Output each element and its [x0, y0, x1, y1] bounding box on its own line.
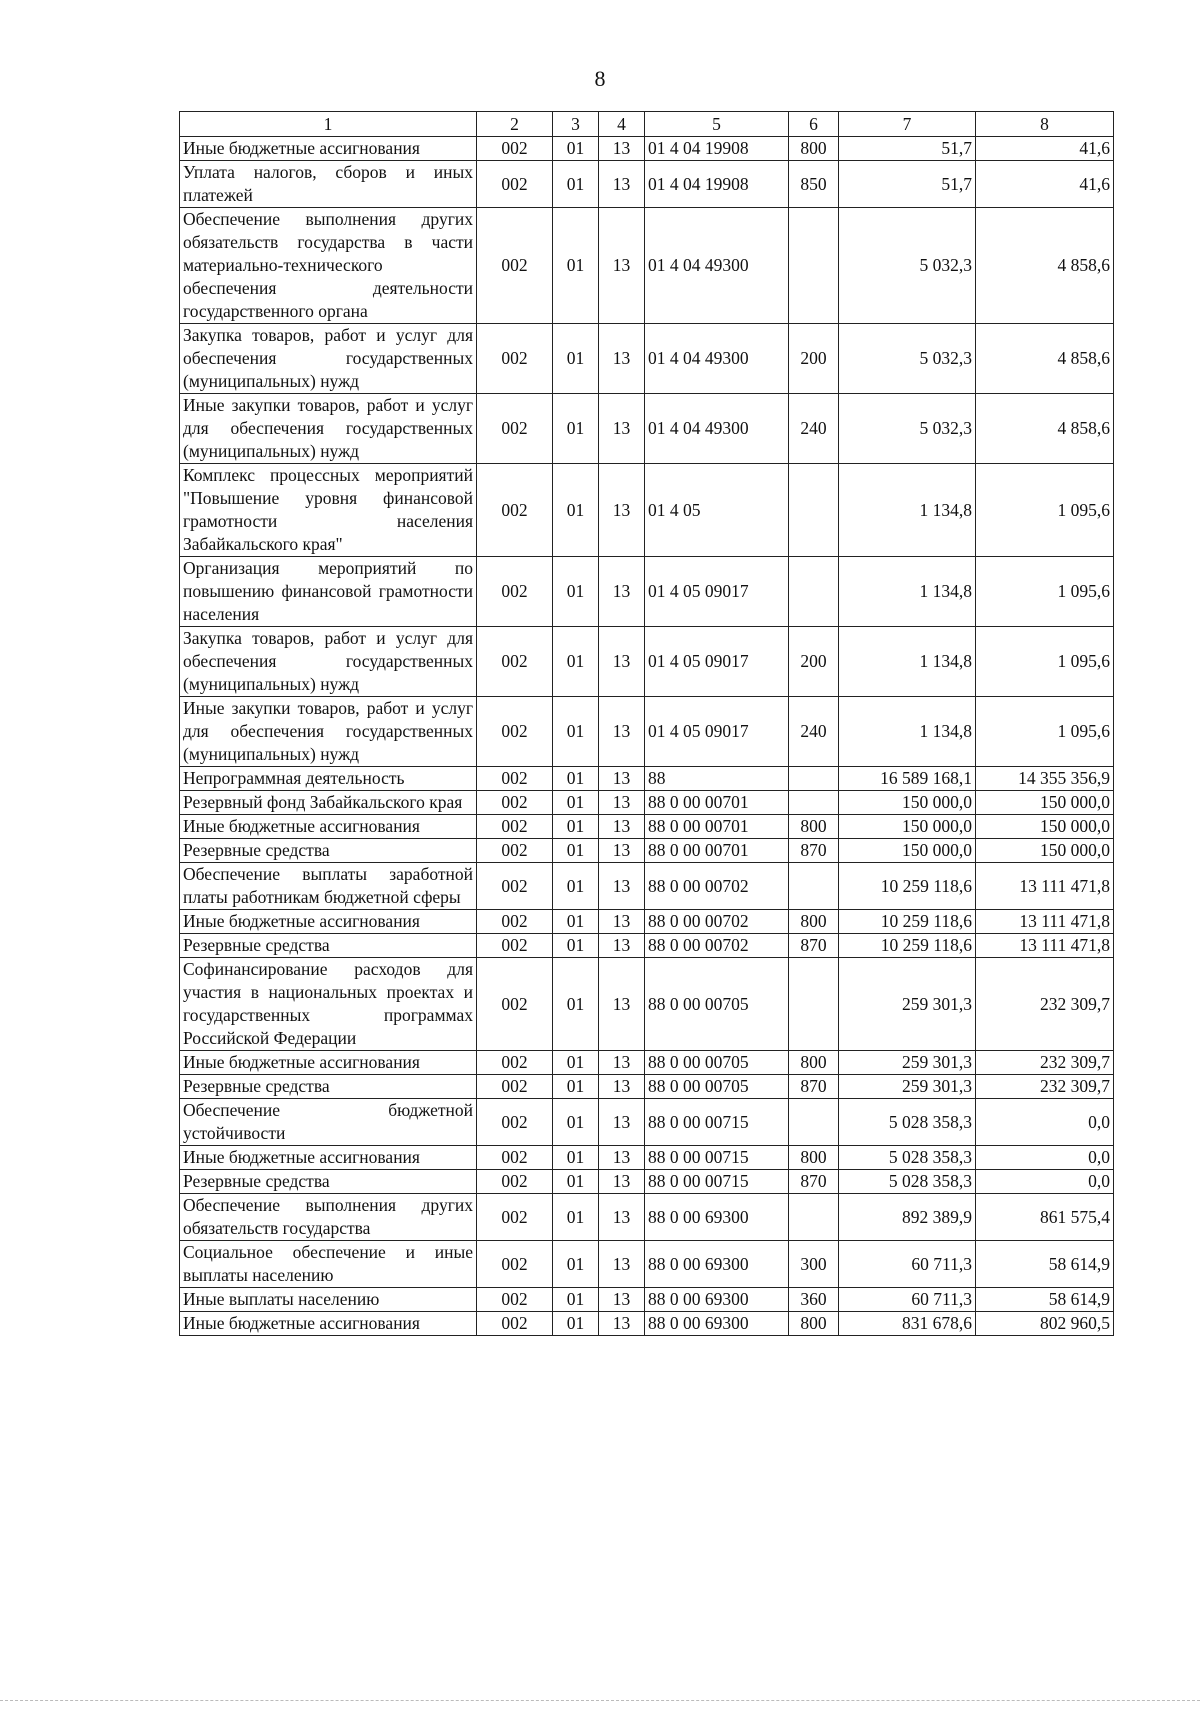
- item-name-cell: Иные бюджетные ассигнования: [180, 815, 477, 839]
- item-name-cell: Обеспечение выполнения других обязательств государства: [180, 1194, 477, 1241]
- amount-year1-cell: 1 134,8: [839, 464, 976, 557]
- section-code-cell: 01: [553, 464, 599, 557]
- amount-year2-cell: 802 960,5: [976, 1312, 1114, 1336]
- expense-type-cell: [789, 557, 839, 627]
- table-row: [180, 1241, 1114, 1288]
- section-code-cell: 01: [553, 815, 599, 839]
- item-name-cell: Организация мероприятий по повышению финансовой грамотности населения: [180, 557, 477, 627]
- expense-type-cell: 870: [789, 1170, 839, 1194]
- subsection-code-cell: 13: [599, 767, 645, 791]
- target-article-cell: 88 0 00 69300: [645, 1194, 789, 1241]
- table-row: [180, 161, 1114, 208]
- expense-type-cell: 200: [789, 627, 839, 697]
- target-article-cell: 01 4 05: [645, 464, 789, 557]
- amount-year1-cell: 259 301,3: [839, 958, 976, 1051]
- section-code-cell: 01: [553, 557, 599, 627]
- amount-year1-cell: 10 259 118,6: [839, 863, 976, 910]
- expense-type-cell: [789, 1194, 839, 1241]
- target-article-cell: 88 0 00 00705: [645, 958, 789, 1051]
- amount-year1-cell: 5 032,3: [839, 394, 976, 464]
- expense-type-cell: [789, 767, 839, 791]
- amount-year1-cell: 5 032,3: [839, 208, 976, 324]
- amount-year1-cell: 10 259 118,6: [839, 934, 976, 958]
- subsection-code-cell: 13: [599, 208, 645, 324]
- amount-year1-cell: 5 028 358,3: [839, 1170, 976, 1194]
- expense-type-cell: 800: [789, 910, 839, 934]
- section-code-cell: 01: [553, 697, 599, 767]
- section-code-cell: 01: [553, 1146, 599, 1170]
- table-row: [180, 557, 1114, 627]
- expense-type-cell: [789, 1099, 839, 1146]
- column-header: 5: [645, 112, 789, 137]
- budget-table: [179, 111, 1114, 1336]
- amount-year2-cell: 1 095,6: [976, 627, 1114, 697]
- grbs-code-cell: 002: [477, 1241, 553, 1288]
- item-name-cell: Иные выплаты населению: [180, 1288, 477, 1312]
- grbs-code-cell: 002: [477, 208, 553, 324]
- amount-year2-cell: 14 355 356,9: [976, 767, 1114, 791]
- amount-year1-cell: 1 134,8: [839, 627, 976, 697]
- subsection-code-cell: 13: [599, 958, 645, 1051]
- subsection-code-cell: 13: [599, 1241, 645, 1288]
- table-row: [180, 1288, 1114, 1312]
- amount-year2-cell: 41,6: [976, 161, 1114, 208]
- grbs-code-cell: 002: [477, 1194, 553, 1241]
- item-name-cell: Обеспечение выполнения других обязательств государства в части материально-технического обеспечения деятельности государственного органа: [180, 208, 477, 324]
- item-name-cell: Резервные средства: [180, 934, 477, 958]
- table-row: [180, 767, 1114, 791]
- table-row: [180, 324, 1114, 394]
- subsection-code-cell: 13: [599, 324, 645, 394]
- table-row: [180, 1075, 1114, 1099]
- amount-year1-cell: 16 589 168,1: [839, 767, 976, 791]
- column-header: 3: [553, 112, 599, 137]
- target-article-cell: 88 0 00 00701: [645, 839, 789, 863]
- expense-type-cell: 800: [789, 1312, 839, 1336]
- amount-year1-cell: 150 000,0: [839, 839, 976, 863]
- table-row: [180, 910, 1114, 934]
- expense-type-cell: 870: [789, 839, 839, 863]
- table-row: [180, 934, 1114, 958]
- expense-type-cell: [789, 863, 839, 910]
- grbs-code-cell: 002: [477, 324, 553, 394]
- expense-type-cell: 800: [789, 1051, 839, 1075]
- amount-year2-cell: 4 858,6: [976, 394, 1114, 464]
- amount-year1-cell: 5 028 358,3: [839, 1146, 976, 1170]
- amount-year2-cell: 0,0: [976, 1099, 1114, 1146]
- amount-year2-cell: 150 000,0: [976, 815, 1114, 839]
- section-code-cell: 01: [553, 1170, 599, 1194]
- subsection-code-cell: 13: [599, 791, 645, 815]
- subsection-code-cell: 13: [599, 934, 645, 958]
- amount-year2-cell: 41,6: [976, 137, 1114, 161]
- subsection-code-cell: 13: [599, 394, 645, 464]
- amount-year2-cell: 150 000,0: [976, 791, 1114, 815]
- target-article-cell: 88 0 00 00702: [645, 910, 789, 934]
- target-article-cell: 01 4 05 09017: [645, 627, 789, 697]
- amount-year2-cell: 232 309,7: [976, 1051, 1114, 1075]
- amount-year1-cell: 51,7: [839, 161, 976, 208]
- section-code-cell: 01: [553, 791, 599, 815]
- grbs-code-cell: 002: [477, 464, 553, 557]
- subsection-code-cell: 13: [599, 863, 645, 910]
- table-row: [180, 137, 1114, 161]
- table-row: [180, 791, 1114, 815]
- subsection-code-cell: 13: [599, 464, 645, 557]
- item-name-cell: Уплата налогов, сборов и иных платежей: [180, 161, 477, 208]
- amount-year2-cell: 58 614,9: [976, 1241, 1114, 1288]
- grbs-code-cell: 002: [477, 1075, 553, 1099]
- subsection-code-cell: 13: [599, 697, 645, 767]
- amount-year1-cell: 5 032,3: [839, 324, 976, 394]
- item-name-cell: Комплекс процессных мероприятий "Повышение уровня финансовой грамотности населения Забайкальского края": [180, 464, 477, 557]
- grbs-code-cell: 002: [477, 557, 553, 627]
- column-header: 2: [477, 112, 553, 137]
- subsection-code-cell: 13: [599, 1194, 645, 1241]
- column-header: 8: [976, 112, 1114, 137]
- grbs-code-cell: 002: [477, 161, 553, 208]
- item-name-cell: Закупка товаров, работ и услуг для обеспечения государственных (муниципальных) нужд: [180, 627, 477, 697]
- target-article-cell: 88: [645, 767, 789, 791]
- subsection-code-cell: 13: [599, 627, 645, 697]
- target-article-cell: 88 0 00 69300: [645, 1312, 789, 1336]
- expense-type-cell: 200: [789, 324, 839, 394]
- item-name-cell: Иные бюджетные ассигнования: [180, 910, 477, 934]
- expense-type-cell: [789, 208, 839, 324]
- section-code-cell: 01: [553, 767, 599, 791]
- item-name-cell: Обеспечение выплаты заработной платы работникам бюджетной сферы: [180, 863, 477, 910]
- amount-year2-cell: 1 095,6: [976, 464, 1114, 557]
- expense-type-cell: 240: [789, 394, 839, 464]
- target-article-cell: 88 0 00 00702: [645, 934, 789, 958]
- target-article-cell: 01 4 05 09017: [645, 557, 789, 627]
- scan-edge-line: [0, 1700, 1200, 1703]
- target-article-cell: 01 4 04 19908: [645, 161, 789, 208]
- grbs-code-cell: 002: [477, 934, 553, 958]
- expense-type-cell: 240: [789, 697, 839, 767]
- amount-year2-cell: 13 111 471,8: [976, 863, 1114, 910]
- section-code-cell: 01: [553, 1051, 599, 1075]
- subsection-code-cell: 13: [599, 557, 645, 627]
- item-name-cell: Иные бюджетные ассигнования: [180, 1146, 477, 1170]
- grbs-code-cell: 002: [477, 1051, 553, 1075]
- target-article-cell: 88 0 00 00715: [645, 1146, 789, 1170]
- amount-year1-cell: 259 301,3: [839, 1051, 976, 1075]
- item-name-cell: Иные бюджетные ассигнования: [180, 1051, 477, 1075]
- column-header: 6: [789, 112, 839, 137]
- amount-year1-cell: 1 134,8: [839, 557, 976, 627]
- item-name-cell: Резервные средства: [180, 839, 477, 863]
- expense-type-cell: 800: [789, 815, 839, 839]
- grbs-code-cell: 002: [477, 767, 553, 791]
- amount-year1-cell: 259 301,3: [839, 1075, 976, 1099]
- target-article-cell: 88 0 00 00701: [645, 791, 789, 815]
- table-row: [180, 464, 1114, 557]
- item-name-cell: Софинансирование расходов для участия в национальных проектах и государственных программах Российской Федерации: [180, 958, 477, 1051]
- table-row: [180, 1312, 1114, 1336]
- target-article-cell: 88 0 00 69300: [645, 1288, 789, 1312]
- section-code-cell: 01: [553, 839, 599, 863]
- expense-type-cell: 360: [789, 1288, 839, 1312]
- item-name-cell: Обеспечение бюджетной устойчивости: [180, 1099, 477, 1146]
- subsection-code-cell: 13: [599, 1288, 645, 1312]
- item-name-cell: Иные бюджетные ассигнования: [180, 137, 477, 161]
- table-row: [180, 208, 1114, 324]
- item-name-cell: Резервные средства: [180, 1075, 477, 1099]
- subsection-code-cell: 13: [599, 137, 645, 161]
- section-code-cell: 01: [553, 627, 599, 697]
- subsection-code-cell: 13: [599, 839, 645, 863]
- amount-year2-cell: 58 614,9: [976, 1288, 1114, 1312]
- column-number-row: [180, 112, 1114, 137]
- item-name-cell: Социальное обеспечение и иные выплаты населению: [180, 1241, 477, 1288]
- grbs-code-cell: 002: [477, 627, 553, 697]
- section-code-cell: 01: [553, 1075, 599, 1099]
- page-number: 8: [594, 66, 606, 91]
- subsection-code-cell: 13: [599, 1099, 645, 1146]
- grbs-code-cell: 002: [477, 1170, 553, 1194]
- section-code-cell: 01: [553, 1099, 599, 1146]
- target-article-cell: 88 0 00 69300: [645, 1241, 789, 1288]
- target-article-cell: 88 0 00 00702: [645, 863, 789, 910]
- expense-type-cell: [789, 464, 839, 557]
- amount-year1-cell: 51,7: [839, 137, 976, 161]
- table-row: [180, 697, 1114, 767]
- amount-year2-cell: 232 309,7: [976, 1075, 1114, 1099]
- amount-year2-cell: 0,0: [976, 1170, 1114, 1194]
- section-code-cell: 01: [553, 394, 599, 464]
- table-row: [180, 1146, 1114, 1170]
- section-code-cell: 01: [553, 1194, 599, 1241]
- section-code-cell: 01: [553, 934, 599, 958]
- amount-year2-cell: 13 111 471,8: [976, 910, 1114, 934]
- target-article-cell: 01 4 04 49300: [645, 208, 789, 324]
- table-row: [180, 839, 1114, 863]
- section-code-cell: 01: [553, 1312, 599, 1336]
- subsection-code-cell: 13: [599, 1075, 645, 1099]
- table-row: [180, 394, 1114, 464]
- column-header: 7: [839, 112, 976, 137]
- amount-year2-cell: 232 309,7: [976, 958, 1114, 1051]
- grbs-code-cell: 002: [477, 394, 553, 464]
- amount-year1-cell: 892 389,9: [839, 1194, 976, 1241]
- subsection-code-cell: 13: [599, 910, 645, 934]
- section-code-cell: 01: [553, 1241, 599, 1288]
- expense-type-cell: 870: [789, 1075, 839, 1099]
- grbs-code-cell: 002: [477, 1099, 553, 1146]
- table-row: [180, 1051, 1114, 1075]
- amount-year2-cell: 861 575,4: [976, 1194, 1114, 1241]
- amount-year2-cell: 0,0: [976, 1146, 1114, 1170]
- expense-type-cell: [789, 958, 839, 1051]
- amount-year1-cell: 60 711,3: [839, 1241, 976, 1288]
- target-article-cell: 88 0 00 00705: [645, 1075, 789, 1099]
- column-header: 4: [599, 112, 645, 137]
- table-row: [180, 1170, 1114, 1194]
- expense-type-cell: 870: [789, 934, 839, 958]
- table-row: [180, 958, 1114, 1051]
- table-row: [180, 1194, 1114, 1241]
- amount-year1-cell: 5 028 358,3: [839, 1099, 976, 1146]
- section-code-cell: 01: [553, 1288, 599, 1312]
- amount-year1-cell: 150 000,0: [839, 791, 976, 815]
- grbs-code-cell: 002: [477, 791, 553, 815]
- table-row: [180, 863, 1114, 910]
- section-code-cell: 01: [553, 958, 599, 1051]
- target-article-cell: 88 0 00 00715: [645, 1170, 789, 1194]
- grbs-code-cell: 002: [477, 958, 553, 1051]
- target-article-cell: 88 0 00 00701: [645, 815, 789, 839]
- expense-type-cell: [789, 791, 839, 815]
- amount-year1-cell: 150 000,0: [839, 815, 976, 839]
- amount-year1-cell: 10 259 118,6: [839, 910, 976, 934]
- amount-year2-cell: 1 095,6: [976, 557, 1114, 627]
- table-row: [180, 1099, 1114, 1146]
- target-article-cell: 88 0 00 00715: [645, 1099, 789, 1146]
- section-code-cell: 01: [553, 208, 599, 324]
- item-name-cell: Резервные средства: [180, 1170, 477, 1194]
- item-name-cell: Резервный фонд Забайкальского края: [180, 791, 477, 815]
- section-code-cell: 01: [553, 161, 599, 208]
- grbs-code-cell: 002: [477, 839, 553, 863]
- grbs-code-cell: 002: [477, 863, 553, 910]
- subsection-code-cell: 13: [599, 161, 645, 208]
- expense-type-cell: 300: [789, 1241, 839, 1288]
- section-code-cell: 01: [553, 910, 599, 934]
- section-code-cell: 01: [553, 863, 599, 910]
- expense-type-cell: 850: [789, 161, 839, 208]
- amount-year2-cell: 1 095,6: [976, 697, 1114, 767]
- subsection-code-cell: 13: [599, 815, 645, 839]
- target-article-cell: 01 4 04 19908: [645, 137, 789, 161]
- amount-year2-cell: 150 000,0: [976, 839, 1114, 863]
- item-name-cell: Закупка товаров, работ и услуг для обеспечения государственных (муниципальных) нужд: [180, 324, 477, 394]
- subsection-code-cell: 13: [599, 1051, 645, 1075]
- table-row: [180, 627, 1114, 697]
- target-article-cell: 01 4 04 49300: [645, 394, 789, 464]
- subsection-code-cell: 13: [599, 1170, 645, 1194]
- amount-year1-cell: 1 134,8: [839, 697, 976, 767]
- grbs-code-cell: 002: [477, 137, 553, 161]
- amount-year2-cell: 4 858,6: [976, 208, 1114, 324]
- grbs-code-cell: 002: [477, 1288, 553, 1312]
- expense-type-cell: 800: [789, 137, 839, 161]
- item-name-cell: Иные бюджетные ассигнования: [180, 1312, 477, 1336]
- item-name-cell: Иные закупки товаров, работ и услуг для обеспечения государственных (муниципальных) нужд: [180, 394, 477, 464]
- column-header: 1: [180, 112, 477, 137]
- grbs-code-cell: 002: [477, 1146, 553, 1170]
- grbs-code-cell: 002: [477, 910, 553, 934]
- amount-year1-cell: 60 711,3: [839, 1288, 976, 1312]
- target-article-cell: 01 4 04 49300: [645, 324, 789, 394]
- grbs-code-cell: 002: [477, 697, 553, 767]
- item-name-cell: Непрограммная деятельность: [180, 767, 477, 791]
- expense-type-cell: 800: [789, 1146, 839, 1170]
- table-row: [180, 815, 1114, 839]
- subsection-code-cell: 13: [599, 1146, 645, 1170]
- section-code-cell: 01: [553, 137, 599, 161]
- section-code-cell: 01: [553, 324, 599, 394]
- grbs-code-cell: 002: [477, 1312, 553, 1336]
- amount-year2-cell: 13 111 471,8: [976, 934, 1114, 958]
- amount-year1-cell: 831 678,6: [839, 1312, 976, 1336]
- item-name-cell: Иные закупки товаров, работ и услуг для обеспечения государственных (муниципальных) нужд: [180, 697, 477, 767]
- target-article-cell: 88 0 00 00705: [645, 1051, 789, 1075]
- subsection-code-cell: 13: [599, 1312, 645, 1336]
- target-article-cell: 01 4 05 09017: [645, 697, 789, 767]
- amount-year2-cell: 4 858,6: [976, 324, 1114, 394]
- grbs-code-cell: 002: [477, 815, 553, 839]
